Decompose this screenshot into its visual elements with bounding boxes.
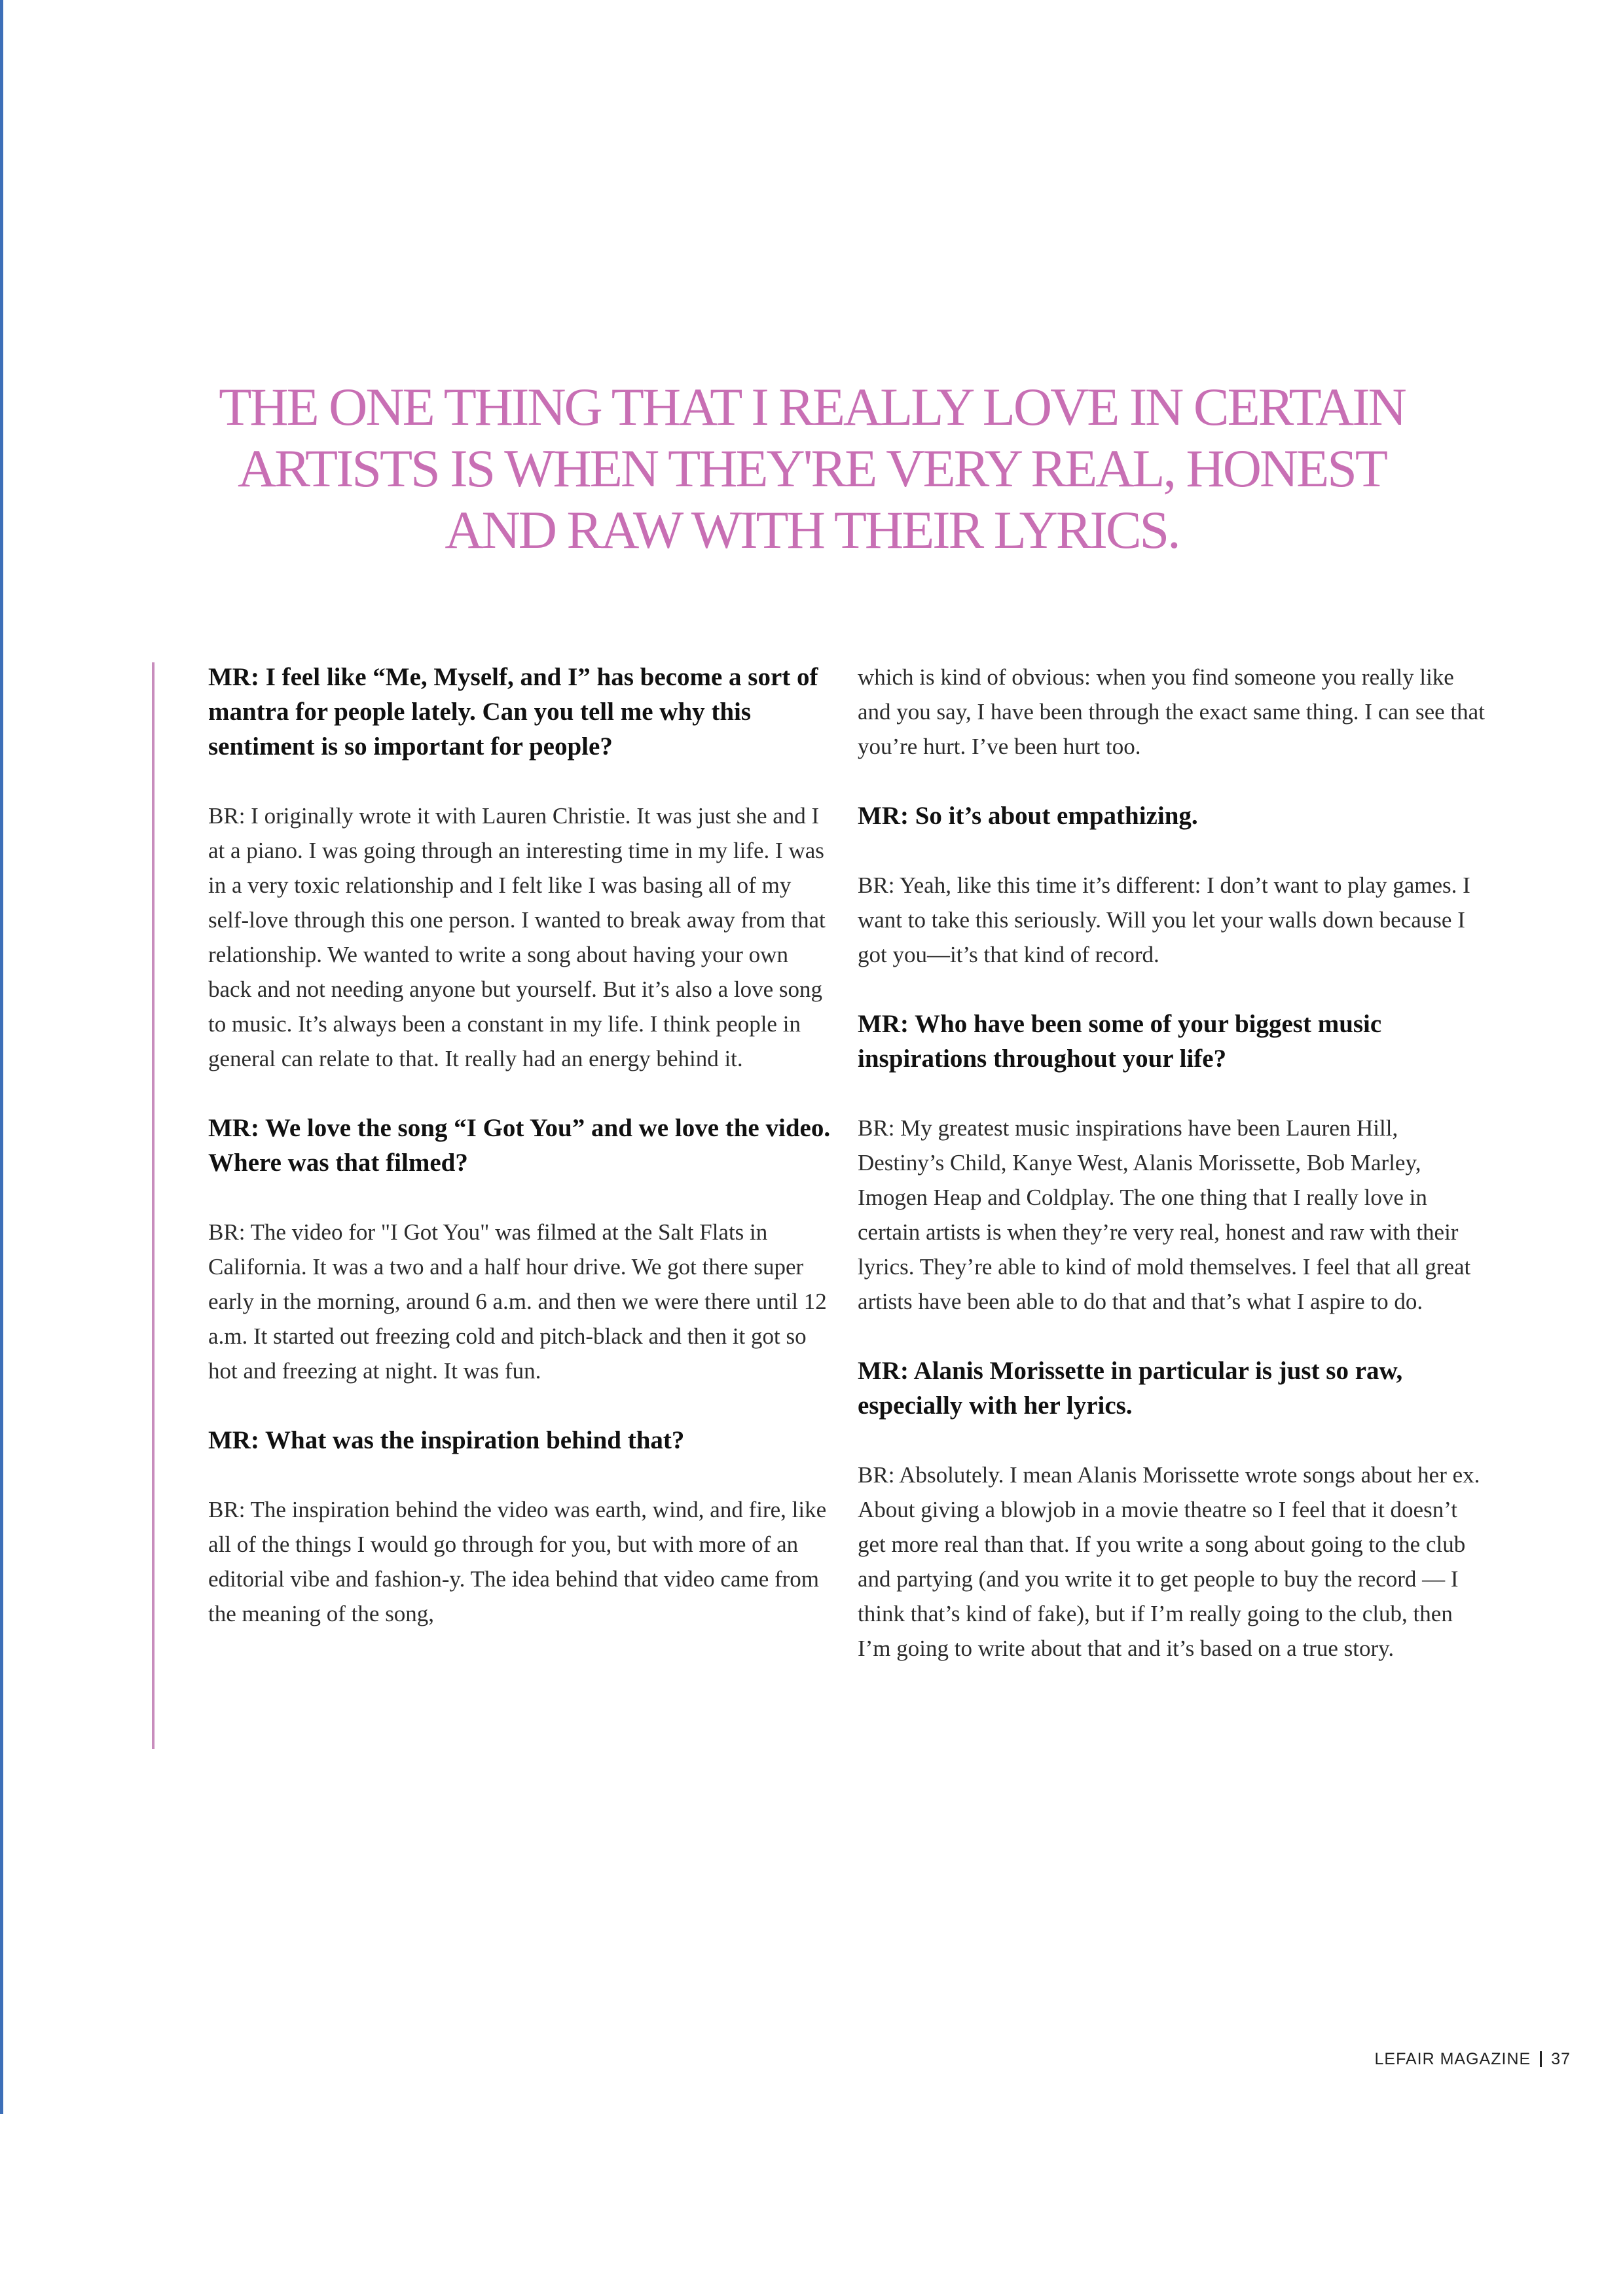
magazine-name: LEFAIR MAGAZINE [1374, 2050, 1531, 2068]
interview-answer: which is kind of obvious: when you find someone you really like and you say, I have been through the exact same thing. I can see that you’re hurt. I’ve been hurt too. [858, 664, 1485, 759]
interview-question: MR: What was the inspiration behind that? [208, 1426, 685, 1454]
page-number: 37 [1551, 2050, 1571, 2068]
interview-question: MR: Who have been some of your biggest music inspirations throughout your life? [858, 1010, 1382, 1073]
interview-answer: BR: Absolutely. I mean Alanis Morissette wrote songs about her ex. About giving a blowjob in a movie theatre so I feel that it doesn’t get more real than that. If you write a song about going to the club and partying (and you write it to get people to buy the record — I think that’s kind of fake), but if I’m really going to the club, then I’m going to write about that and it’s based on a true story. [858, 1462, 1480, 1661]
page-footer [1375, 2050, 1571, 2069]
interview-answer: BR: I originally wrote it with Lauren Christie. It was just she and I at a piano. I was going through an interesting time in my life. I was in a very toxic relationship and I felt like I was basing all of my self-love through this one person. I wanted to break away from that relationship. We wanted to write a song about having your own back and not needing anyone but yourself. But it’s also a love song to music. It’s always been a constant in my life. I think people in general can relate to that. It really had an energy behind it. [208, 803, 826, 1071]
interview-question: MR: Alanis Morissette in particular is just so raw, especially with her lyrics. [858, 1357, 1403, 1420]
interview-answer: BR: Yeah, like this time it’s different: I don’t want to play games. I want to take this seriously. Will you let your walls down because I got you—it’s that kind of record. [858, 872, 1470, 967]
interview-answer: BR: My greatest music inspirations have been Lauren Hill, Destiny’s Child, Kanye West, Alanis Morissette, Bob Marley, Imogen Heap and Coldplay. The one thing that I really love in certain artists is when they’re very real, honest and raw with their lyrics. They’re able to kind of mold themselves. I feel that all great artists have been able to do that and that’s what I aspire to do. [858, 1115, 1471, 1314]
pull-quote: THE ONE THING THAT I REALLY LOVE IN CERTAIN ARTISTS IS WHEN THEY'RE VERY REAL, HONEST AND RAW WITH THEIR LYRICS. [219, 377, 1405, 560]
interview-answer: BR: The inspiration behind the video was earth, wind, and fire, like all of the things I would go through for you, but with more of an editorial vibe and fashion-y. The idea behind that video came from the meaning of the song, [208, 1497, 827, 1626]
accent-rule [152, 662, 155, 1749]
footer-separator [1540, 2051, 1542, 2067]
page-edge-line [0, 0, 3, 2114]
interview-question: MR: We love the song “I Got You” and we love the video. Where was that filmed? [208, 1114, 831, 1177]
right-column [858, 660, 1486, 1700]
left-column [208, 660, 837, 1666]
interview-question: MR: So it’s about empathizing. [858, 802, 1198, 830]
interview-answer: BR: The video for "I Got You" was filmed at the Salt Flats in California. It was a two and a half hour drive. We got there super early in the morning, around 6 a.m. and then we were there until 12 a.m. It started out freezing cold and pitch-black and then it got so hot and freezing at night. It was fun. [208, 1219, 827, 1384]
interview-question: MR: I feel like “Me, Myself, and I” has become a sort of mantra for people lately. Can you tell me why this sentiment is so important for people? [208, 663, 818, 761]
